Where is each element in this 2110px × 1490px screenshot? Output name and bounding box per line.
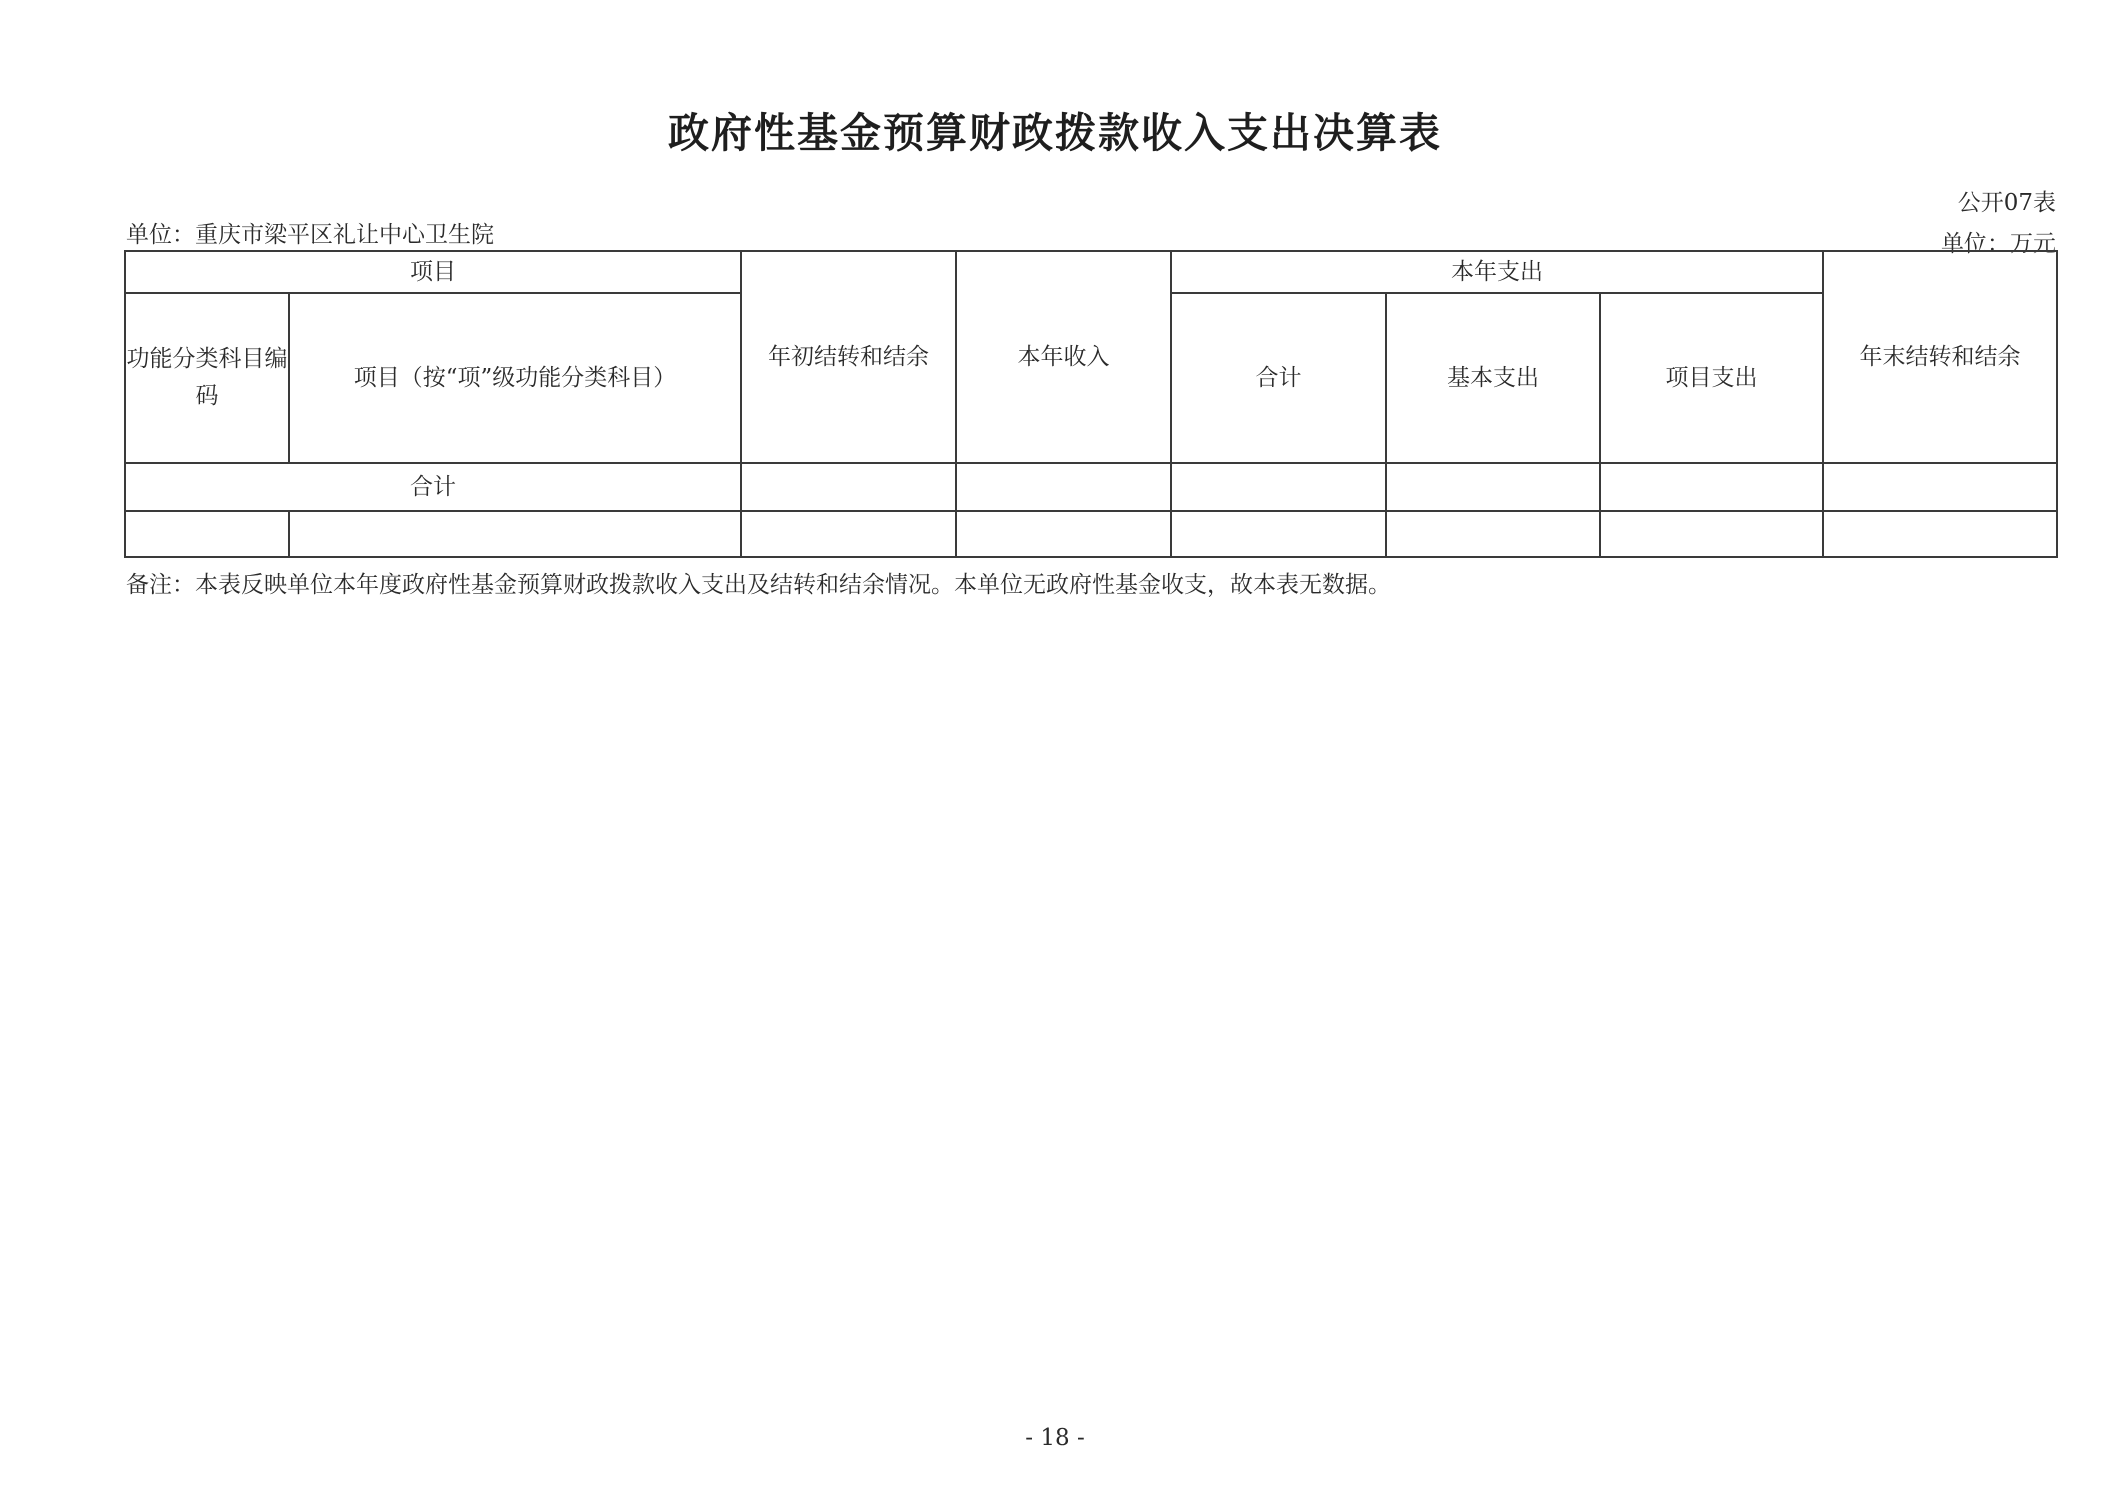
table-code: 公开07表 — [1957, 190, 2056, 216]
closing-balance-header: 年末结转和结余 — [1823, 251, 2057, 463]
budget-table — [124, 250, 2058, 558]
total-row — [125, 463, 2057, 511]
table-cell — [956, 463, 1171, 511]
table-cell — [1600, 463, 1823, 511]
project-group-header: 项目 — [125, 251, 741, 293]
income-header: 本年收入 — [956, 251, 1171, 463]
table-cell — [741, 511, 956, 557]
page-number: - 18 - — [1025, 1425, 1085, 1451]
unit-name: 单位：重庆市梁平区礼让中心卫生院 — [126, 222, 494, 248]
total-row-label: 合计 — [125, 463, 741, 511]
expense-group-header: 本年支出 — [1171, 251, 1823, 293]
table-cell — [1386, 511, 1600, 557]
opening-balance-header: 年初结转和结余 — [741, 251, 956, 463]
table-cell — [1823, 511, 2057, 557]
document-title: 政府性基金预算财政拨款收入支出决算表 — [668, 109, 1442, 157]
table-cell — [289, 511, 741, 557]
table-cell — [1600, 511, 1823, 557]
func-code-header: 功能分类科目编码 — [125, 293, 289, 463]
item-name-header: 项目（按“项”级功能分类科目） — [289, 293, 741, 463]
money-unit: 单位：万元 — [1941, 231, 2056, 257]
table-cell — [1386, 463, 1600, 511]
table-note: 备注：本表反映单位本年度政府性基金预算财政拨款收入支出及结转和结余情况。本单位无政府性基金收支，故本表无数据。 — [126, 572, 1391, 598]
table-cell — [1823, 463, 2057, 511]
expense-project-header: 项目支出 — [1600, 293, 1823, 463]
table-cell — [125, 511, 289, 557]
table-cell — [741, 463, 956, 511]
table-cell — [1171, 463, 1386, 511]
table-row — [125, 511, 2057, 557]
header-row-1 — [125, 251, 2057, 293]
expense-total-header: 合计 — [1171, 293, 1386, 463]
table-cell — [1171, 511, 1386, 557]
expense-basic-header: 基本支出 — [1386, 293, 1600, 463]
table-cell — [956, 511, 1171, 557]
